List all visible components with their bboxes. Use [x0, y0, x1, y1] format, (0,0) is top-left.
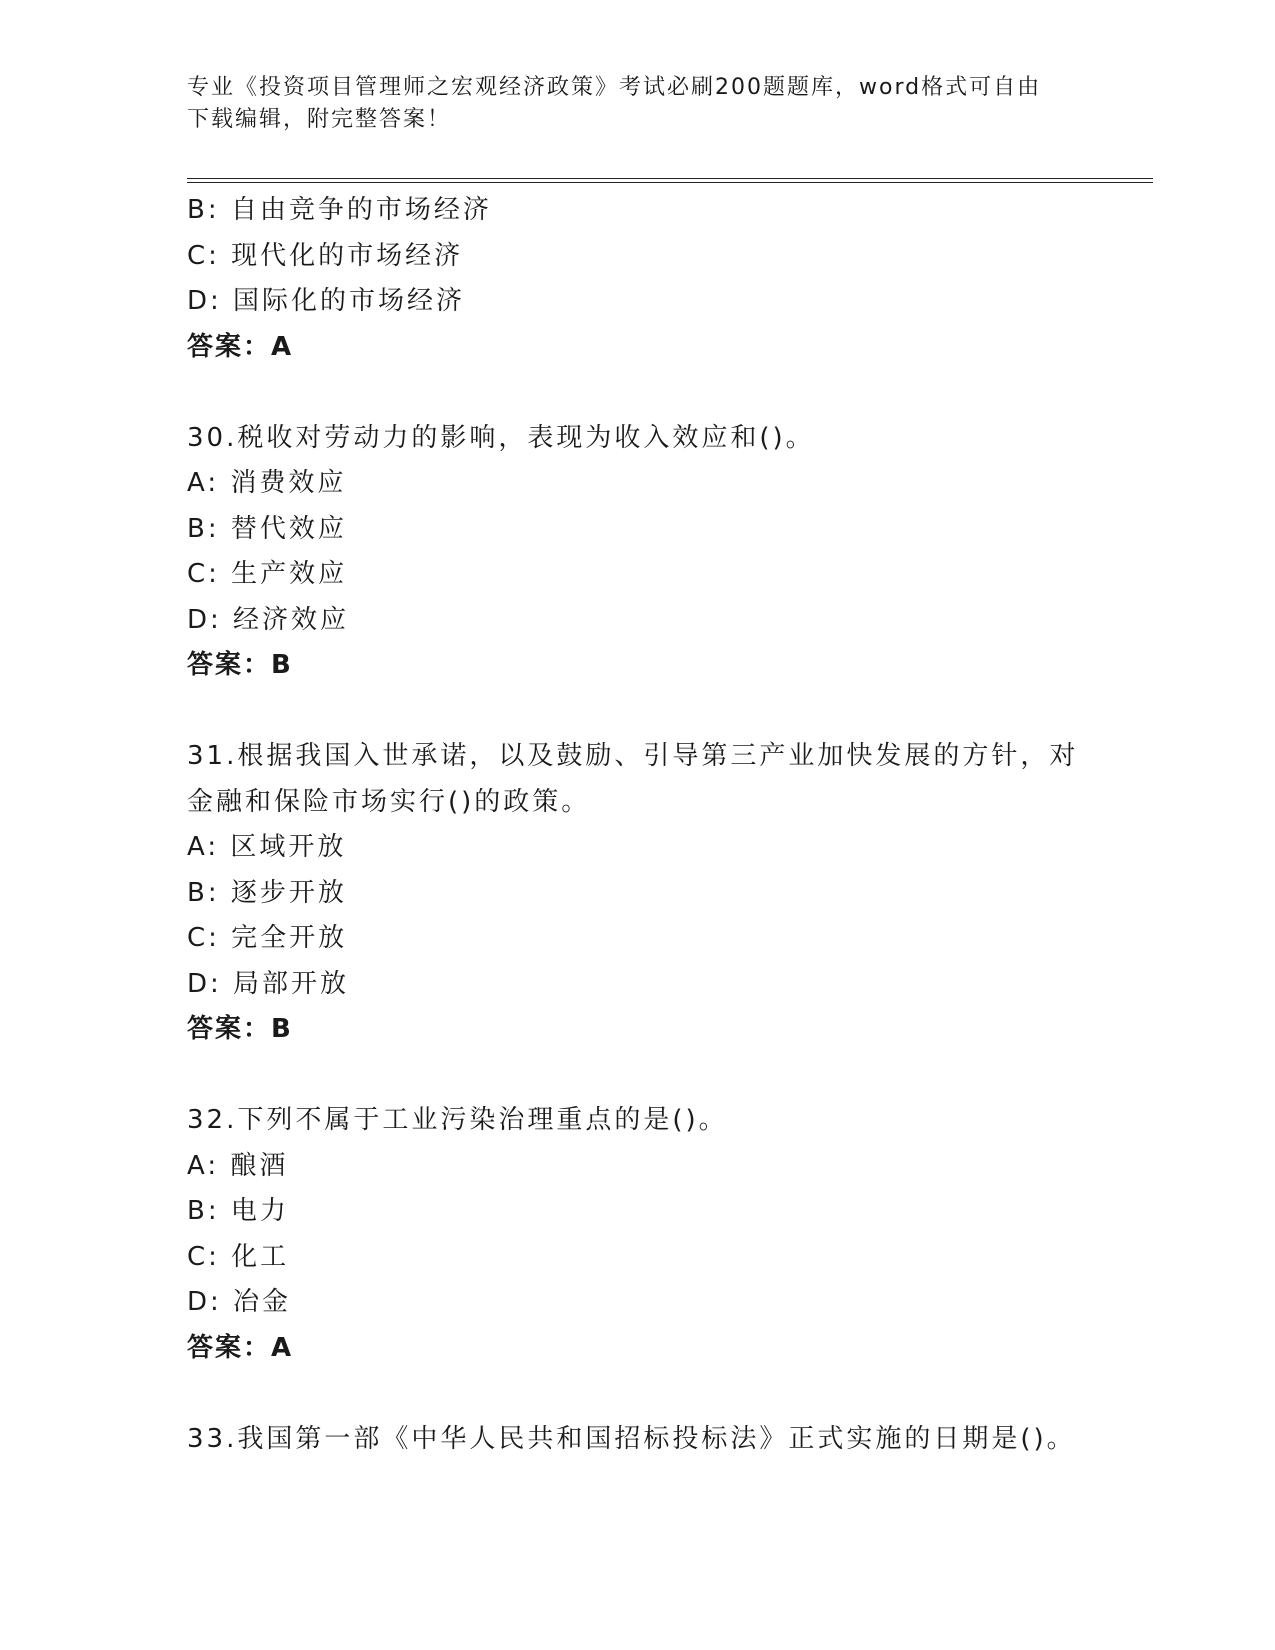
option-b: B: 电力 — [187, 1196, 289, 1226]
question-stem: 30.税收对劳动力的影响，表现为收入效应和()。 — [187, 422, 815, 453]
option-c: C: 完全开放 — [187, 923, 348, 953]
document-header — [187, 72, 1087, 136]
answer-line: 答案：A — [187, 1332, 294, 1363]
spacer — [187, 370, 1087, 416]
option-b: B: 逐步开放 — [187, 877, 347, 908]
spacer — [187, 689, 1087, 735]
header-line-1: 专业《投资项目管理师之宏观经济政策》考试必刷200题题库，word格式可自由 — [187, 75, 1042, 100]
answer-line: 答案：B — [187, 1014, 293, 1044]
question-block-29 — [187, 188, 1087, 370]
question-block-31 — [187, 734, 1087, 1053]
answer-line: 答案：A — [187, 331, 294, 362]
question-block-30 — [187, 416, 1087, 689]
option-a: A: 酿酒 — [187, 1150, 289, 1181]
answer-line: 答案：B — [187, 650, 293, 680]
option-d: D: 冶金 — [187, 1287, 292, 1317]
option-d: D: 经济效应 — [187, 604, 350, 635]
header-line-2: 下载编辑，附完整答案！ — [187, 107, 452, 132]
question-stem: 33.我国第一部《中华人民共和国招标投标法》正式实施的日期是()。 — [187, 1423, 1076, 1454]
question-stem: 32.下列不属于工业污染治理重点的是()。 — [187, 1105, 728, 1135]
header-rule-bottom — [187, 182, 1153, 183]
option-c: C: 化工 — [187, 1241, 290, 1272]
option-b: B: 替代效应 — [187, 513, 347, 544]
question-stem: 31.根据我国入世承诺，以及鼓励、引导第三产业加快发展的方针，对 — [187, 741, 1079, 771]
option-d: D: 局部开放 — [187, 968, 350, 999]
option-c: C: 现代化的市场经济 — [187, 240, 464, 271]
option-c: C: 生产效应 — [187, 559, 348, 589]
option-d: D: 国际化的市场经济 — [187, 286, 466, 316]
option-a: A: 消费效应 — [187, 468, 347, 498]
question-block-32 — [187, 1098, 1087, 1371]
question-stem-continued: 金融和保险市场实行()的政策。 — [187, 786, 591, 817]
option-a: A: 区域开放 — [187, 832, 347, 862]
question-block-33 — [187, 1417, 1087, 1463]
option-b: B: 自由竞争的市场经济 — [187, 195, 492, 225]
question-list — [187, 188, 1087, 1462]
spacer — [187, 1371, 1087, 1417]
spacer — [187, 1053, 1087, 1099]
header-rule-top — [187, 178, 1153, 179]
